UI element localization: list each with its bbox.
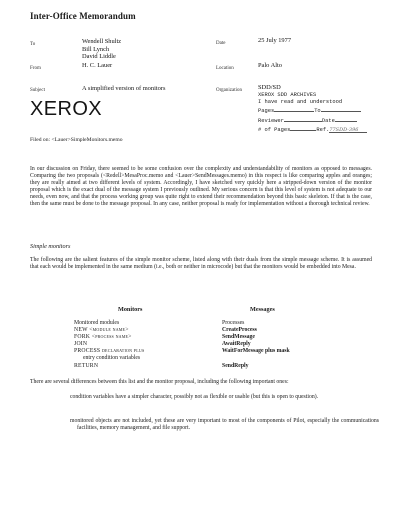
features-paragraph: The following are the salient features of the simple monitor scheme, listed along with their duals from the simple message scheme. It is assumed that each would be implemented in the same medium (i.e., both or neither in microcode) but that the monitors would be embedded into Mesa. (30, 257, 372, 271)
stamp-line-archives: XEROX SDD ARCHIVES (258, 92, 317, 98)
monitors-item: FORK <process name> (74, 334, 132, 341)
date-value: 25 July 1977 (258, 37, 292, 44)
stamp-to-label: To (314, 108, 321, 115)
monitors-item: Monitored modules (74, 320, 120, 326)
bullet-item: condition variables have a simpler character, possibly not as flexible or usable (but this is open to question). (70, 394, 319, 400)
memo-title: Inter-Office Memorandum (30, 11, 136, 21)
subject-value: A simplified version of monitors (82, 85, 166, 92)
messages-item: SendReply (222, 362, 249, 369)
filed-on: Filed on: <Lauer>SimpleMonitors.memo (30, 137, 123, 143)
messages-item: WaitForMessage plus mask (222, 348, 290, 355)
monitors-item: JOIN (74, 341, 88, 348)
stamp-pages-label: Pages (258, 108, 275, 115)
stamp-reviewer-row (258, 116, 367, 125)
stamp-ref-label: Ref. (316, 126, 330, 133)
monitors-item: entry condition variables (83, 355, 141, 362)
to-name: David Liddle (82, 53, 116, 61)
to-name: Wendell Shultz (82, 38, 122, 45)
location-value: Palo Alto (258, 62, 282, 69)
stamp-numpages-row (258, 125, 367, 134)
organization-value: SDD/SD (258, 84, 281, 91)
bullet-item: monitored objects are not included, yet these are very important to most of the components of Pilot, especially the communications facilities, memory management, and file support. (70, 418, 379, 432)
messages-item: AwaitReply (222, 341, 251, 348)
messages-item (222, 355, 290, 362)
monitors-item: NEW <module name> (74, 327, 129, 334)
messages-item: Processes (222, 320, 245, 326)
stamp-ref-value: 77SDD-396 (329, 127, 367, 133)
stamp-numpages-label: # of Pages (258, 126, 291, 133)
intro-paragraph: In our discussion on Friday, there seemed to be some confusion over the complexity and understandability of monitors as opposed to messages. Comparing the two proposals (<Redell>MesaProc.memo and <Lauer>SendMessages.memo) in this respect is like comparing apples and oranges; they are really aimed at two different levels of system. Accordingly, I have sketched very quickly here a stripped-down version of the monitor proposal which is the exact dual of the message system I previously outlined. My serious concern is that this level of system is not adequate to our needs, even now, and that the process working group was quite right to extend their recommendation beyond this basic skeleton. If that is the case, then the same must be done to the message proposal. In any case, neither proposal is ready for implementation without a thorough technical review. (30, 166, 372, 208)
messages-item: SendMessage (222, 334, 255, 341)
from-value: H. C. Lauer (82, 62, 113, 69)
to-name: Bill Lynch (82, 45, 110, 53)
monitors-list (74, 320, 144, 370)
location-label: Location (216, 66, 234, 71)
xerox-logo: XEROX (30, 98, 103, 120)
stamp-reviewer-label: Reviewer (258, 117, 284, 124)
messages-list (222, 320, 290, 370)
stamp-line-read: I have read and understood (258, 99, 343, 106)
monitors-item: RETURN (74, 362, 99, 369)
monitors-item: PROCESS declaration plus (74, 348, 145, 355)
messages-heading: Messages (250, 306, 275, 313)
messages-item: CreateProcess (222, 327, 257, 334)
from-label: From (30, 66, 41, 71)
subject-label: Subject (30, 88, 45, 93)
to-label: To (30, 42, 36, 47)
archive-stamp (258, 92, 367, 134)
stamp-date-label: Date (321, 117, 335, 124)
to-names (82, 38, 121, 61)
stamp-pages-row (258, 106, 367, 115)
differences-paragraph: There are several differences between this list and the monitor proposal, including the following important ones: (30, 379, 289, 385)
organization-label: Organization (216, 88, 243, 93)
monitors-heading: Monitors (118, 306, 143, 313)
section-heading: Simple monitors (30, 243, 71, 250)
date-label: Date (216, 41, 226, 46)
